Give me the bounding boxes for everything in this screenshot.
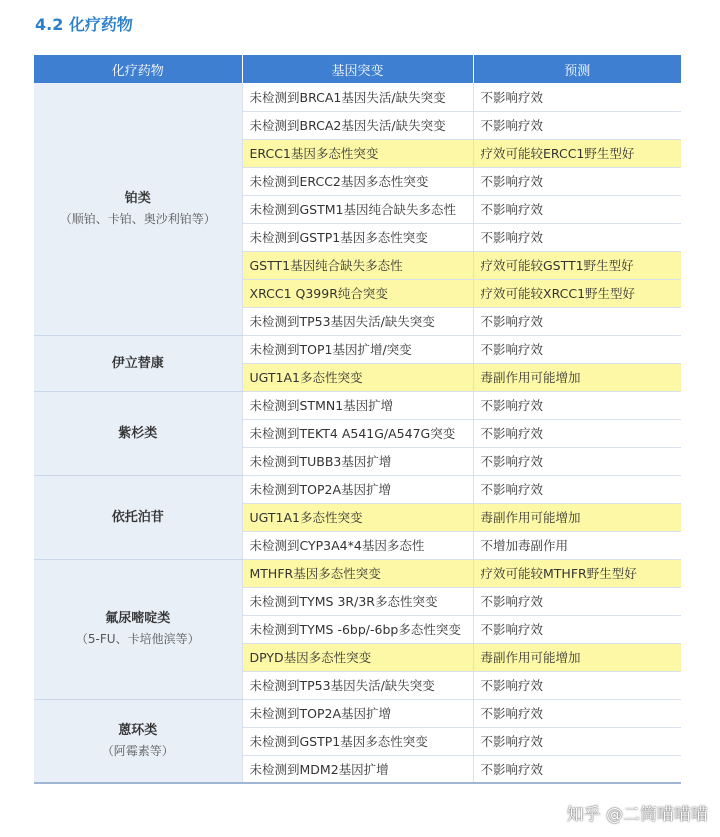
drug-name: 铂类 [124, 190, 151, 206]
prediction-cell: 疗效可能较ERCC1野生型好 [473, 139, 681, 167]
mutation-cell: 未检测到GSTP1基因多态性突变 [242, 223, 473, 251]
mutation-cell: 未检测到TP53基因失活/缺失突变 [242, 307, 473, 335]
mutation-cell: 未检测到BRCA1基因失活/缺失突变 [242, 83, 473, 111]
drug-name: 依托泊苷 [111, 509, 164, 525]
drug-examples: （阿霉素等） [101, 743, 174, 758]
mutation-cell: 未检测到GSTP1基因多态性突变 [242, 727, 473, 755]
table-row [34, 391, 681, 419]
prediction-cell: 不影响疗效 [473, 447, 681, 475]
drug-name: 伊立替康 [111, 355, 164, 371]
prediction-cell: 毒副作用可能增加 [473, 503, 681, 531]
chemo-drug-table [34, 55, 681, 784]
prediction-cell: 不影响疗效 [473, 111, 681, 139]
header-drug: 化疗药物 [34, 55, 242, 83]
table-body [34, 83, 681, 783]
prediction-cell: 不影响疗效 [473, 727, 681, 755]
mutation-cell: ERCC1基因多态性突变 [242, 139, 473, 167]
prediction-cell: 不影响疗效 [473, 755, 681, 783]
prediction-cell: 不影响疗效 [473, 419, 681, 447]
mutation-cell: 未检测到TEKT4 A541G/A547G突变 [242, 419, 473, 447]
table-row [34, 699, 681, 727]
header-row [34, 55, 681, 83]
header-prediction: 预测 [473, 55, 681, 83]
mutation-cell: GSTT1基因纯合缺失多态性 [242, 251, 473, 279]
mutation-cell: 未检测到STMN1基因扩增 [242, 391, 473, 419]
prediction-cell: 不影响疗效 [473, 671, 681, 699]
prediction-cell: 不影响疗效 [473, 391, 681, 419]
mutation-cell: 未检测到GSTM1基因纯合缺失多态性 [242, 195, 473, 223]
prediction-cell: 不影响疗效 [473, 195, 681, 223]
prediction-cell: 不增加毒副作用 [473, 531, 681, 559]
drug-examples: （顺铂、卡铂、奥沙利铂等） [59, 211, 216, 226]
prediction-cell: 疗效可能较XRCC1野生型好 [473, 279, 681, 307]
prediction-cell: 不影响疗效 [473, 167, 681, 195]
prediction-cell: 不影响疗效 [473, 475, 681, 503]
mutation-cell: 未检测到TP53基因失活/缺失突变 [242, 671, 473, 699]
prediction-cell: 毒副作用可能增加 [473, 363, 681, 391]
prediction-cell: 疗效可能较GSTT1野生型好 [473, 251, 681, 279]
drug-group-cell [34, 83, 242, 335]
drug-group-cell [34, 475, 242, 559]
drug-name: 氟尿嘧啶类 [105, 611, 171, 626]
mutation-cell: 未检测到BRCA2基因失活/缺失突变 [242, 111, 473, 139]
drug-group-cell [34, 559, 242, 699]
table-row [34, 335, 681, 363]
mutation-cell: UGT1A1多态性突变 [242, 363, 473, 391]
mutation-cell: 未检测到TOP2A基因扩增 [242, 475, 473, 503]
section-title: 4.2 化疗药物 [35, 15, 133, 34]
mutation-cell: MTHFR基因多态性突变 [242, 559, 473, 587]
prediction-cell: 不影响疗效 [473, 335, 681, 363]
drug-name: 紫杉类 [118, 425, 158, 441]
mutation-cell: 未检测到CYP3A4*4基因多态性 [242, 531, 473, 559]
prediction-cell: 不影响疗效 [473, 307, 681, 335]
prediction-cell: 毒副作用可能增加 [473, 643, 681, 671]
mutation-cell: 未检测到TOP1基因扩增/突变 [242, 335, 473, 363]
prediction-cell: 不影响疗效 [473, 83, 681, 111]
prediction-cell: 不影响疗效 [473, 699, 681, 727]
mutation-cell: 未检测到TUBB3基因扩增 [242, 447, 473, 475]
mutation-cell: XRCC1 Q399R纯合突变 [242, 279, 473, 307]
mutation-cell: 未检测到TYMS -6bp/-6bp多态性突变 [242, 615, 473, 643]
table-header [34, 55, 681, 83]
table-row [34, 559, 681, 587]
mutation-cell: 未检测到TOP2A基因扩增 [242, 699, 473, 727]
prediction-cell: 不影响疗效 [473, 587, 681, 615]
mutation-cell: 未检测到TYMS 3R/3R多态性突变 [242, 587, 473, 615]
mutation-cell: UGT1A1多态性突变 [242, 503, 473, 531]
mutation-cell: 未检测到ERCC2基因多态性突变 [242, 167, 473, 195]
watermark: 知乎 @二筒喵喵喵 [566, 805, 708, 825]
header-mutation: 基因突变 [242, 55, 473, 83]
drug-group-cell [34, 335, 242, 391]
prediction-cell: 不影响疗效 [473, 615, 681, 643]
mutation-cell: DPYD基因多态性突变 [242, 643, 473, 671]
drug-group-cell [34, 391, 242, 475]
drug-group-cell [34, 699, 242, 783]
prediction-cell: 疗效可能较MTHFR野生型好 [473, 559, 681, 587]
table-row [34, 475, 681, 503]
drug-name: 蒽环类 [118, 722, 158, 738]
mutation-cell: 未检测到MDM2基因扩增 [242, 755, 473, 783]
drug-examples: （5-FU、卡培他滨等） [75, 632, 200, 646]
prediction-cell: 不影响疗效 [473, 223, 681, 251]
table-row [34, 83, 681, 111]
